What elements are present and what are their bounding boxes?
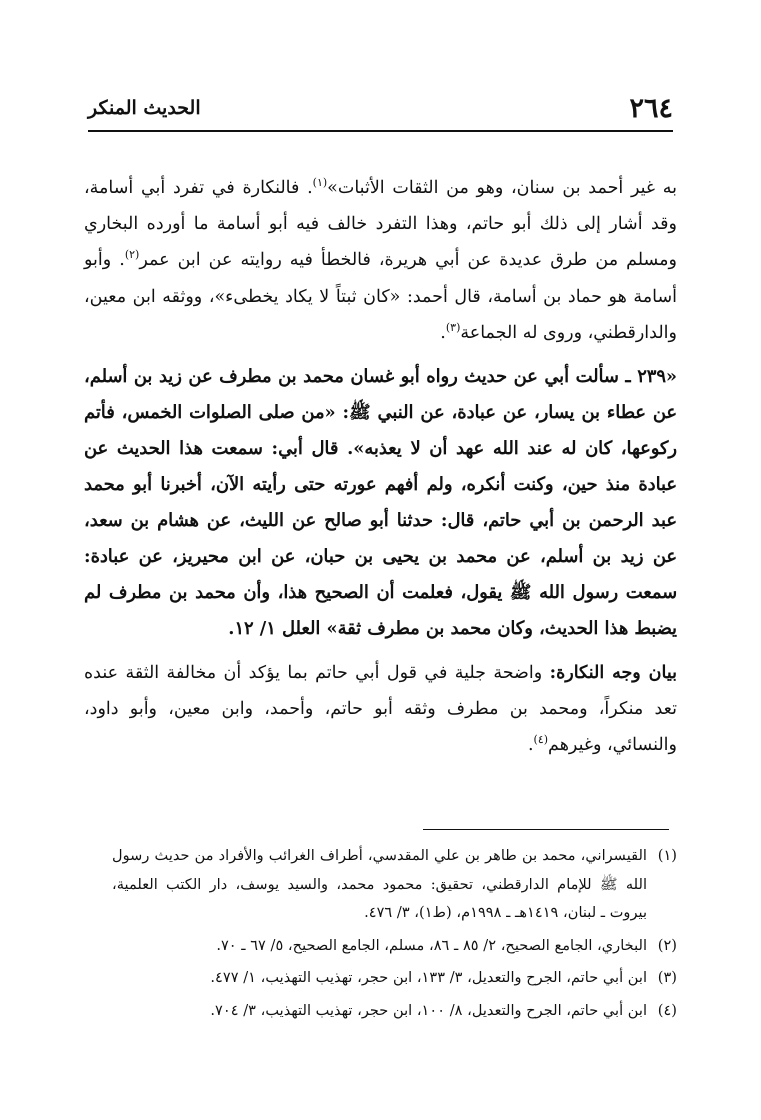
footnote-ref-1: (١) — [312, 176, 328, 190]
paragraph-2-quote: «٢٣٩ ـ سألت أبي عن حديث رواه أبو غسان محمد بن مطرف عن زيد بن أسلم، عن عطاء بن يسار، عن عبادة، عن النبي ﷺ: «من صلى الصلوات الخمس، فأتم ركوعها، كان له عند الله عهد أن لا يعذبه». قال أبي: سمعت هذا الحديث عن عبادة منذ حين، وكنت أنكره، ولم أفهم عورته حتى رأيته الآن، أخبرنا أبو محمد عبد الرحمن بن أبي حاتم، قال: حدثنا أبو صالح عن الليث، عن هشام بن سعد، عن زيد بن أسلم، عن محمد بن يحيى بن حبان، عن ابن محيريز، عن عبادة: سمعت رسول الله ﷺ يقول، فعلمت أن الصحيح هذا، وأن محمد بن مطرف لم يضبط هذا الحديث، وكان محمد بن مطرف ثقة» العلل ١/ ١٢. — [84, 366, 677, 640]
paragraph-1-part-b: . فالنكارة في تفرد أبي أسامة، وقد أشار إلى ذلك أبو حاتم، وهذا التفرد خالف فيه أبو أسامة ما أورده البخاري ومسلم من طرق عديدة عن أبي هريرة، فالخطأ فيه روايته عن ابن عمر — [84, 178, 677, 271]
footnote-number: (٢) — [657, 936, 677, 954]
footnote-number: (٣) — [657, 969, 677, 986]
footnote-2 — [112, 932, 677, 961]
paragraph-1-part-c: . وأبو أسامة هو حماد بن أسامة، قال أحمد: «كان ثبتاً لا يكاد يخطىء»، ووثقه ابن معين، والدارقطني، وروى له الجماعة — [84, 250, 677, 343]
footnote-text: ابن أبي حاتم، الجرح والتعديل، ٨/ ١٠٠، ابن حجر، تهذيب التهذيب، ٣/ ٧٠٤. — [210, 1001, 647, 1019]
footnote-number: (٤) — [657, 1001, 677, 1019]
running-title: الحديث المنكر — [88, 97, 201, 119]
footnote-ref-4: (٤) — [533, 733, 549, 747]
paragraph-1-part-a: به غير أحمد بن سنان، وهو من الثقات الأثبات» — [327, 178, 677, 198]
main-text — [84, 170, 677, 764]
footnote-3 — [112, 964, 677, 993]
footnotes — [112, 842, 677, 1029]
footnote-ref-2: (٢) — [124, 248, 140, 262]
footnote-number: (١) — [657, 847, 677, 864]
paragraph-3-label: بيان وجه النكارة: — [549, 663, 677, 684]
footnote-4 — [112, 997, 677, 1026]
paragraph-3-text: واضحة جلية في قول أبي حاتم بما يؤكد أن مخالفة الثقة عنده تعد منكراً، ومحمد بن مطرف وثقه أبو حاتم، وأحمد، وابن معين، وأبو داود، والنسائي، وغيرهم — [84, 663, 677, 756]
header-rule — [88, 130, 673, 132]
footnote-1 — [112, 842, 677, 928]
paragraph-1-end: . — [440, 322, 446, 343]
paragraph-3-end: . — [527, 735, 534, 756]
footnote-text: ابن أبي حاتم، الجرح والتعديل، ٣/ ١٣٣، ابن حجر، تهذيب التهذيب، ١/ ٤٧٧. — [210, 969, 647, 986]
footnote-ref-3: (٣) — [445, 320, 461, 334]
page-header — [88, 86, 673, 130]
paragraph-3 — [84, 655, 677, 764]
footnote-separator — [423, 829, 669, 830]
footnote-text: البخاري، الجامع الصحيح، ٢/ ٨٥ ـ ٨٦، مسلم، الجامع الصحيح، ٥/ ٦٧ ـ ٧٠. — [216, 936, 647, 954]
footnote-text: القيسراني، محمد بن طاهر بن علي المقدسي، أطراف الغرائب والأفراد من حديث رسول الله ﷺ للإمام الدارقطني، تحقيق: محمود محمد، والسيد يوسف، دار الكتب العلمية، بيروت ـ لبنان، ١٤١٩هـ ـ ١٩٩٨م، (ط١)، ٣/ ٤٧٦. — [112, 847, 647, 921]
page-number: ٢٦٤ — [629, 92, 673, 124]
paragraph-1 — [84, 170, 677, 351]
